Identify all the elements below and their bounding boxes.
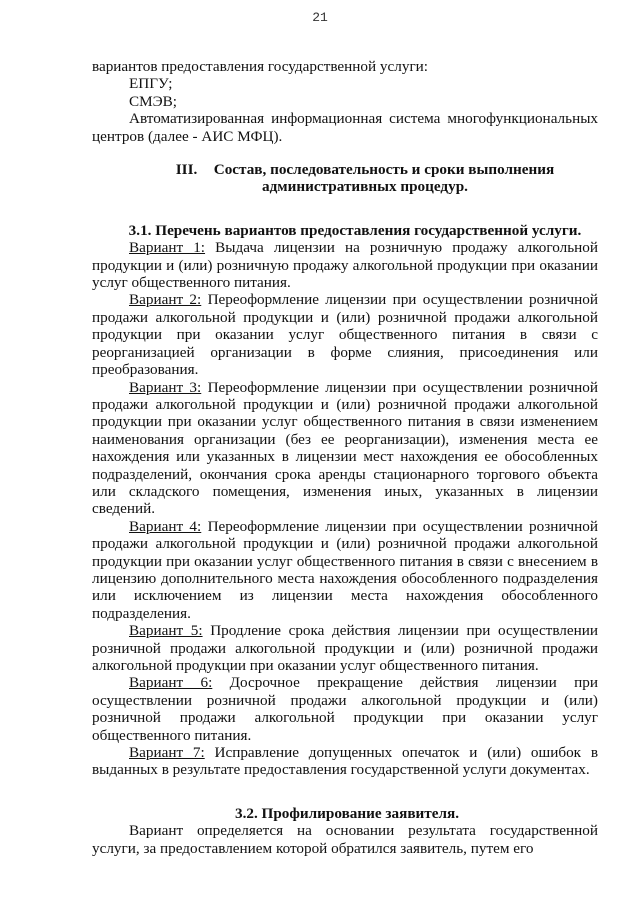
variant-text: Продление срока действия лицензии при осуществлении розничной продажи алкогольной продукции и (или) розничной продажи алкогольной продукции при оказании услуг общественного питания.: [92, 622, 598, 674]
variant-label: Вариант 7:: [129, 744, 205, 762]
variant-label: Вариант 1:: [129, 239, 206, 257]
subsection-heading-3-1: 3.1. Перечень вариантов предоставления государственной услуги.: [128, 221, 582, 239]
channel-item-ais: Автоматизированная информационная система многофункциональных центров (далее - АИС МФЦ).: [92, 110, 598, 145]
page-number: 21: [312, 10, 328, 25]
variant-item: [92, 622, 598, 674]
channel-item-smev: СМЭВ;: [129, 92, 178, 110]
variant-text: Переоформление лицензии при осуществлении розничной продажи алкогольной продукции и (или) розничной продажи алкогольной продукции при оказании услуг общественного питания в связи изменением наименования организации (без ее реорганизации), изменения места ее нахождения или указанных в лицензии мест нахождения ее обособленных подразделений, окончания срока аренды стационарного торгового объекта или складского помещения, изменения иных, указанных в лицензии сведений.: [92, 378, 598, 518]
channel-item-epgu: ЕПГУ;: [129, 75, 173, 93]
variant-text: Исправление допущенных опечаток и (или) ошибок в выданных в результате предоставления государственной услуги документах.: [92, 744, 598, 779]
variant-label: Вариант 5:: [129, 622, 203, 640]
variant-text: Досрочное прекращение действия лицензии при осуществлении розничной продажи алкогольной продукции и (или) розничной продажи алкогольной продукции при оказании услуг общественного питания.: [92, 674, 598, 744]
variant-item: [92, 744, 598, 779]
variant-item: [92, 379, 598, 518]
subsection-heading-3-2: 3.2. Профилирование заявителя.: [234, 804, 460, 822]
section-title: Состав, последовательность и сроки выполнения административных процедур.: [213, 161, 555, 196]
variant-label: Вариант 4:: [129, 517, 202, 535]
section-heading: [92, 161, 598, 196]
variant-text: Переоформление лицензии при осуществлении розничной продажи алкогольной продукции и (или) розничной продажи алкогольной продукции при оказании услуг общественного питания в связи с внесением в лицензию дополнительного места нахождения обособленного подразделения или исключением из лицензии места нахождения обособленного подразделения.: [92, 517, 598, 622]
profiling-paragraph: Вариант определяется на основании результата государственной услуги, за предоставлением которой обратился заявитель, путем его: [92, 822, 598, 857]
intro-lead: вариантов предоставления государственной услуги:: [92, 58, 429, 75]
variant-label: Вариант 6:: [129, 674, 213, 692]
variant-item: [92, 518, 598, 622]
variant-item: [92, 291, 598, 378]
variant-text: Переоформление лицензии при осуществлении розничной продажи алкогольной продукции и (или) розничной продажи алкогольной продукции при оказании услуг общественного питания в связи с реорганизацией организации в форме слияния, присоединения или преобразования.: [92, 291, 598, 379]
variant-label: Вариант 3:: [129, 378, 202, 396]
variant-item: [92, 239, 598, 291]
document-body: [92, 58, 598, 857]
variant-label: Вариант 2:: [129, 291, 202, 309]
variant-item: [92, 674, 598, 744]
variant-text: Выдача лицензии на розничную продажу алкогольной продукции и (или) розничную продажу алкогольной продукции при оказании услуг общественного питания.: [92, 239, 599, 292]
section-number: III.: [175, 161, 198, 179]
